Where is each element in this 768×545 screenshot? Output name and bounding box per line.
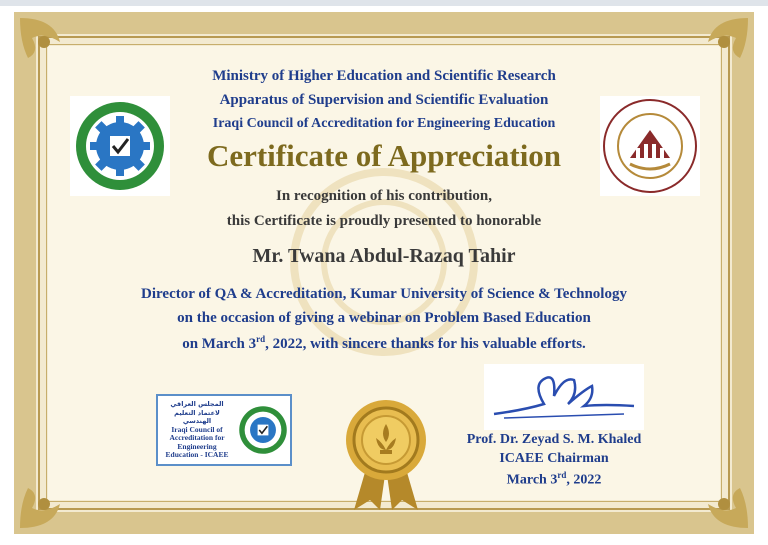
ornament-corner-bottom-left-icon [14,454,94,534]
signatory-role: ICAEE Chairman [499,451,609,466]
ornament-corner-bottom-right-icon [674,454,754,534]
top-bar [0,0,768,6]
signature-icon [484,364,644,430]
header-line-council: Iraqi Council of Accreditation for Engineering Education [212,116,556,131]
icaee-stamp [156,394,292,466]
certificate-title: Certificate of Appreciation [206,138,562,173]
recipient-name: Mr. Twana Abdul-Razaq Tahir [252,245,516,267]
body-line-1: Director of QA & Accreditation, Kumar University of Science & Technology [141,286,627,302]
recognition-line-1: In recognition of his contribution, [276,188,492,204]
signatory-date: March 3rd, 2022 [506,470,602,488]
signature-area [484,364,644,430]
certificate [14,12,754,534]
body-line-3: on March 3rd, 2022, with sincere thanks for his valuable efforts. [182,334,586,352]
stamp-arabic-text: المجلس العراقي لاعتماد التعليم الهندسي [170,400,224,425]
header-line-ministry: Ministry of Higher Education and Scientific Research [212,68,556,84]
recognition-line-2: this Certificate is proudly presented to honorable [226,213,542,229]
stamp-english-text: Iraqi Council of Accreditation for Engineering Education - ICAEE [165,424,229,459]
body-line-2: on the occasion of giving a webinar on Problem Based Education [177,310,591,326]
gold-seal-icon [340,392,432,512]
stamp-text [162,400,232,460]
stamp-gear-logo-icon [236,403,290,457]
signatory-name: Prof. Dr. Zeyad S. M. Khaled [466,432,642,447]
header-line-apparatus: Apparatus of Supervision and Scientific Evaluation [219,92,549,108]
